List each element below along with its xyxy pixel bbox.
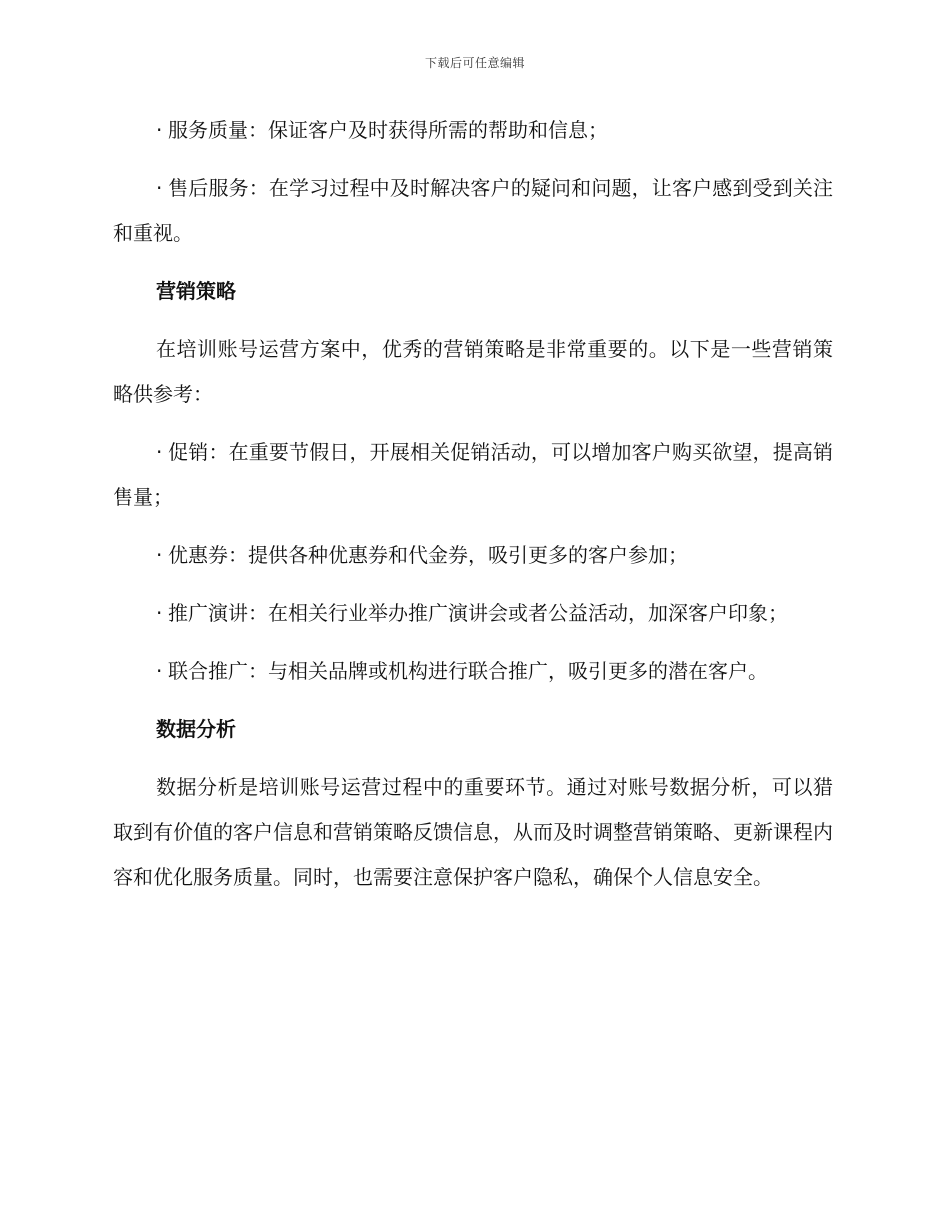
bullet-text: 优惠券：提供各种优惠券和代金券，吸引更多的客户参加； [168, 543, 688, 567]
bullet-text: 促销：在重要节假日，开展相关促销活动，可以增加客户购买欲望，提高销售量； [113, 440, 833, 509]
bullet-promotion [113, 430, 833, 520]
bullet-dot: · [156, 440, 163, 464]
bullet-dot: · [156, 601, 163, 625]
paragraph-marketing-intro: 在培训账号运营方案中，优秀的营销策略是非常重要的。以下是一些营销策略供参考： [113, 337, 833, 406]
paragraph-data-analysis: 数据分析是培训账号运营过程中的重要环节。通过对账号数据分析，可以猎取到有价值的客户信息和营销策略反馈信息，从而及时调整营销策略、更新课程内容和优化服务质量。同时，也需要注意保护客户隐私，确保个人信息安全。 [113, 775, 833, 889]
bullet-after-sales [113, 166, 833, 256]
bullet-dot: · [156, 543, 163, 567]
bullet-text: 联合推广：与相关品牌或机构进行联合推广，吸引更多的潜在客户。 [168, 659, 768, 683]
bullet-promotional-talks [113, 591, 833, 636]
bullet-service-quality [113, 108, 833, 153]
bullet-text: 售后服务：在学习过程中及时解决客户的疑问和问题，让客户感到受到关注和重视。 [113, 176, 833, 245]
bullet-dot: · [156, 118, 163, 142]
bullet-text: 服务质量：保证客户及时获得所需的帮助和信息； [168, 118, 608, 142]
bullet-joint-promotion [113, 649, 833, 694]
heading-marketing-strategy: 营销策略 [156, 279, 236, 303]
heading-data-analysis: 数据分析 [156, 717, 236, 741]
bullet-text: 推广演讲：在相关行业举办推广演讲会或者公益活动，加深客户印象； [168, 601, 788, 625]
bullet-dot: · [156, 176, 163, 200]
document-body [113, 108, 833, 913]
bullet-coupons [113, 533, 833, 578]
bullet-dot: · [156, 659, 163, 683]
page-header: 下载后可任意编辑 [424, 56, 525, 70]
